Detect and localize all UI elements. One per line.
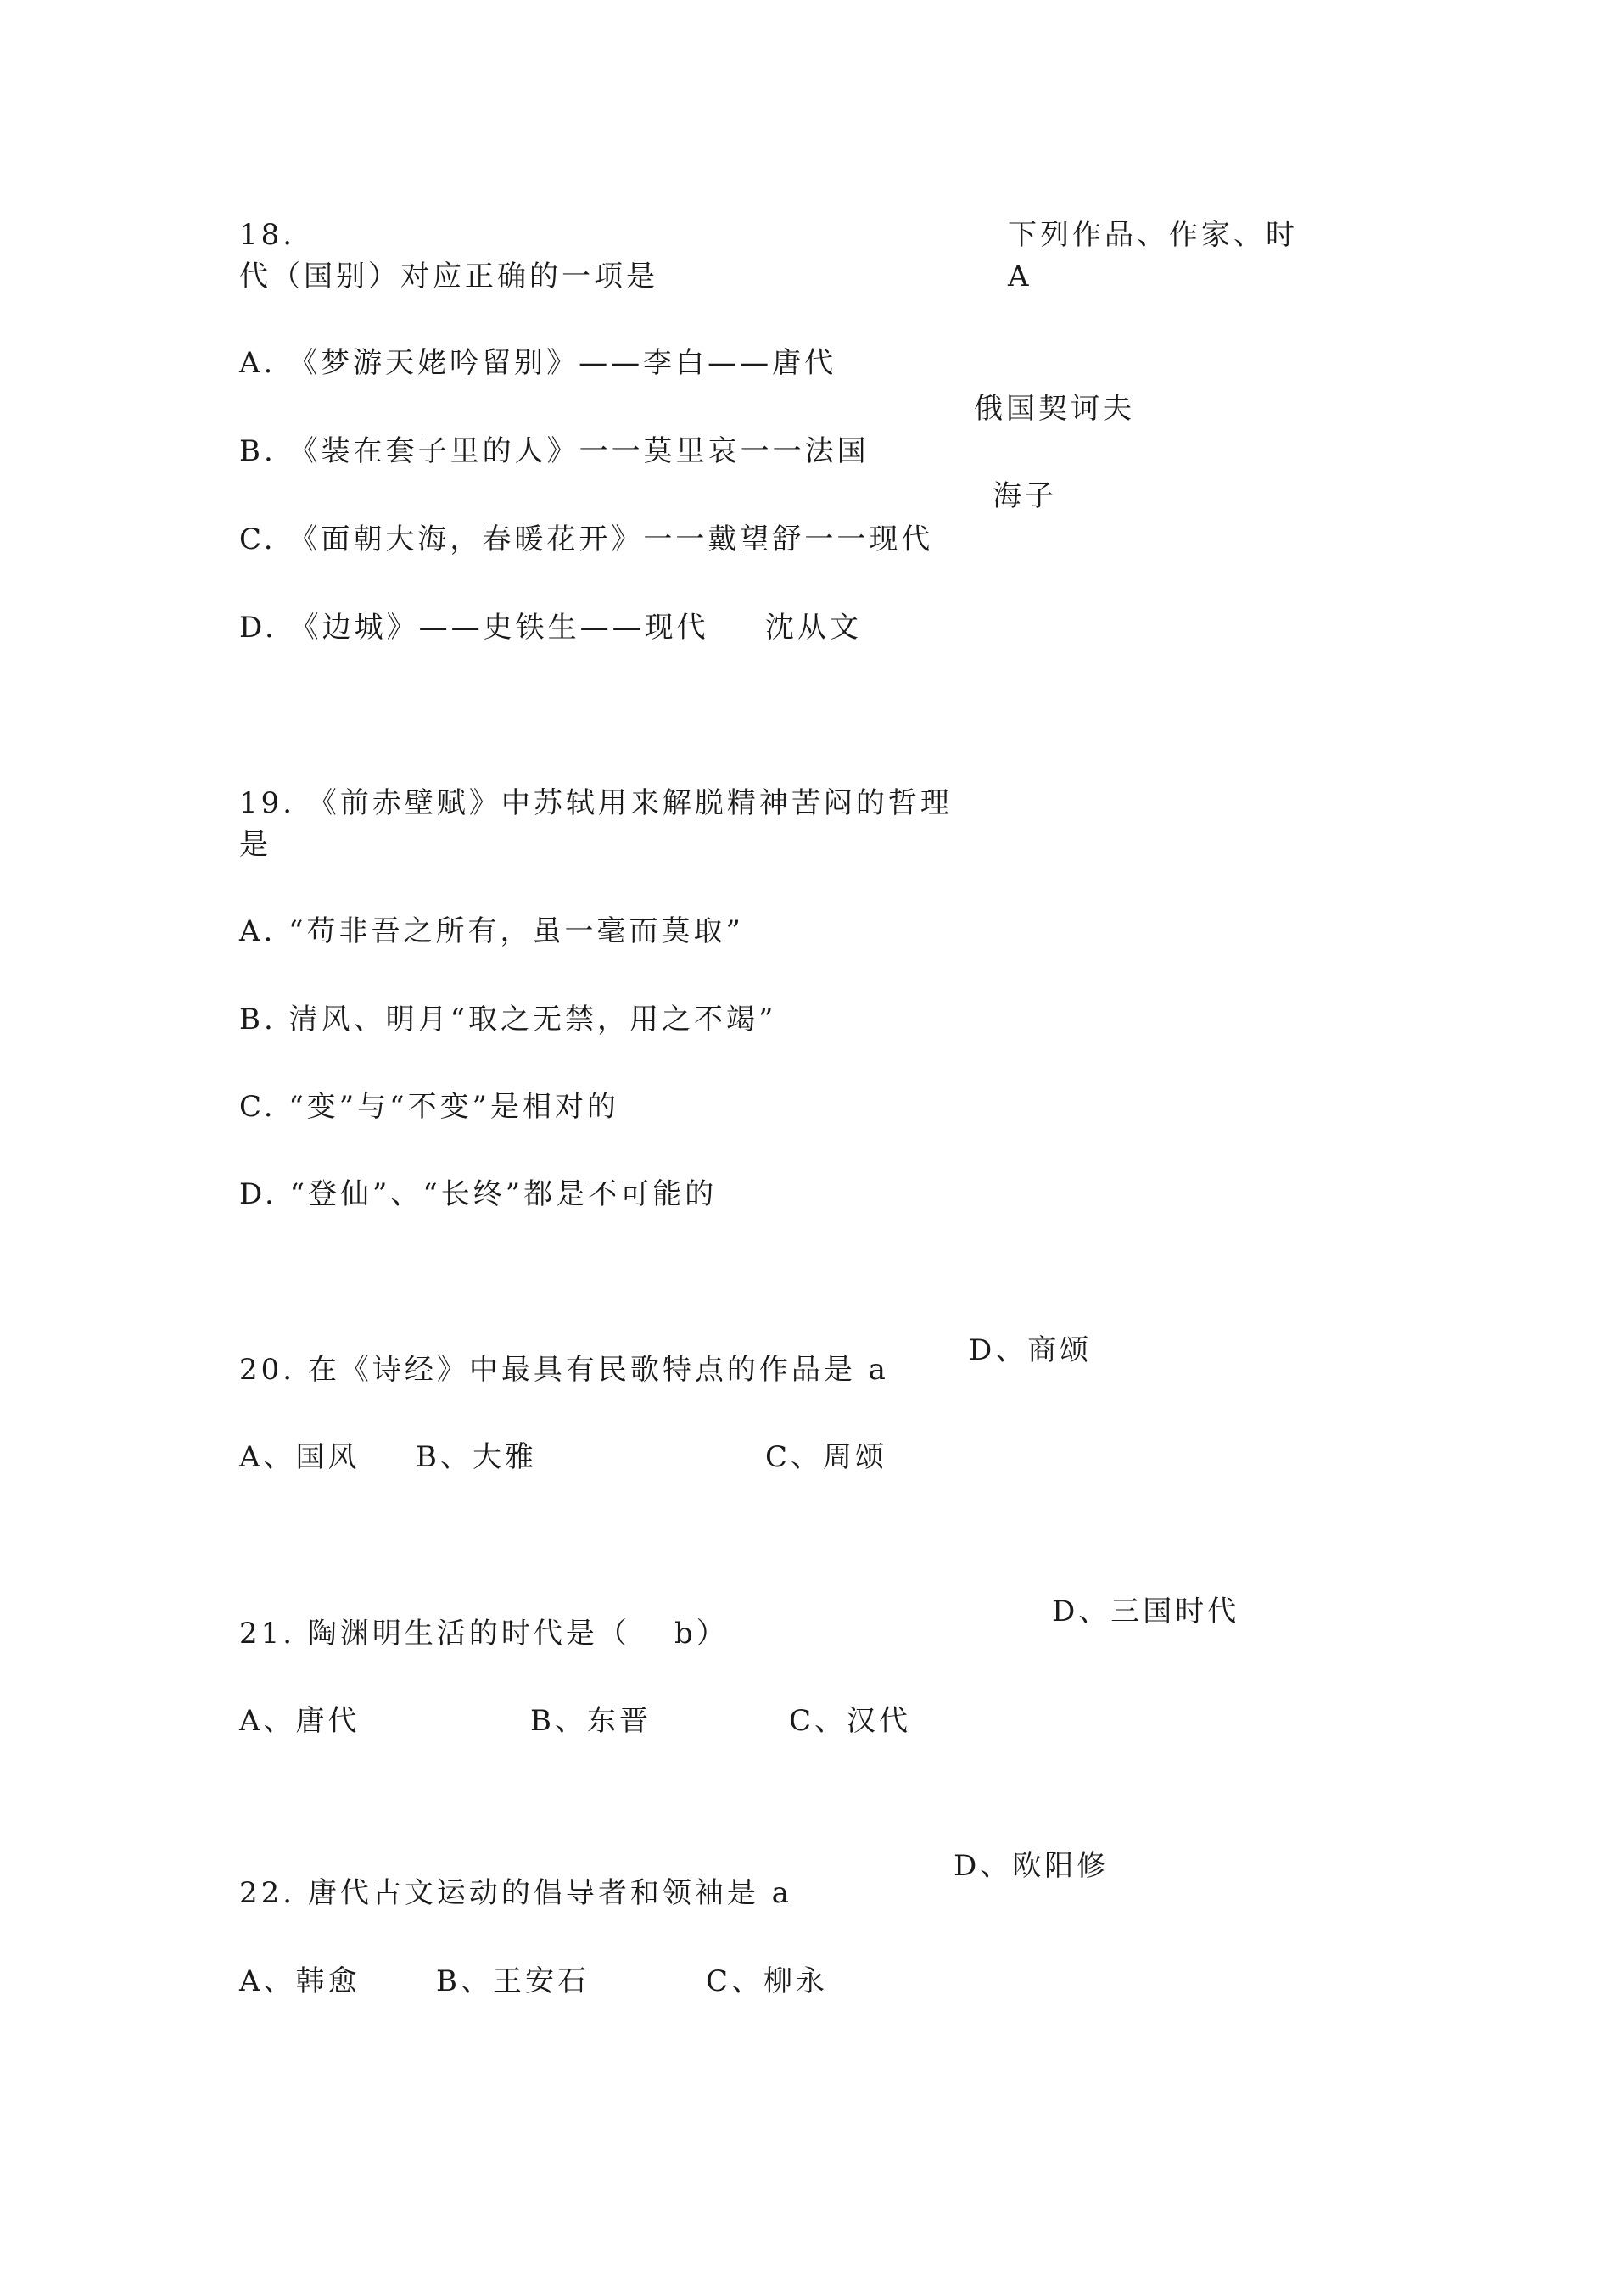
q20-option-d: D、商颂 (969, 1333, 1093, 1367)
q22-stem: 22. 唐代古文运动的倡导者和领袖是 a (239, 1876, 792, 1910)
q21-answer: b） (674, 1617, 729, 1651)
q18-answer: A (1008, 260, 1032, 293)
q22-option-a: A、韩愈 (239, 1964, 361, 1998)
q18-stem-right: 下列作品、作家、时 (1008, 218, 1298, 252)
q22-option-d: D、欧阳修 (954, 1849, 1110, 1883)
q21-option-a: A、唐代 (239, 1704, 361, 1738)
q21-option-c: C、汉代 (789, 1704, 912, 1738)
q18-note-d: 沈从文 (765, 611, 862, 645)
q18-note-b: 俄国契诃夫 (974, 392, 1135, 426)
q20-stem: 20. 在《诗经》中最具有民歌特点的作品是 a (239, 1353, 889, 1387)
q18-option-a: A. 《梦游天姥吟留别》——李白——唐代 (239, 346, 837, 380)
q20-option-b: B、大雅 (416, 1440, 537, 1474)
q18-option-c: C. 《面朝大海，春暖花开》一一戴望舒一一现代 (239, 522, 934, 556)
q22-option-c: C、柳永 (706, 1964, 829, 1998)
q19-option-c: C. “变”与“不变”是相对的 (239, 1090, 619, 1124)
q19-stem: 19. 《前赤壁赋》中苏轼用来解脱精神苦闷的哲理 (239, 786, 953, 820)
q21-stem: 21. 陶渊明生活的时代是（ (239, 1617, 630, 1651)
q21-option-b: B、东晋 (530, 1704, 652, 1738)
q18-stem-continued: 代（国别）对应正确的一项是 (239, 260, 658, 293)
q19-option-a: A. “苟非吾之所有，虽一毫而莫取” (239, 914, 744, 948)
q18-note-c: 海子 (993, 479, 1057, 513)
q18-number: 18. (239, 218, 296, 252)
q19-option-b: B. 清风、明月“取之无禁，用之不竭” (239, 1003, 777, 1036)
q18-option-d: D. 《边城》——史铁生——现代 (239, 611, 709, 645)
q21-option-d: D、三国时代 (1052, 1595, 1240, 1628)
q18-option-b: B. 《装在套子里的人》一一莫里哀一一法国 (239, 434, 870, 468)
q19-stem-continued: 是 (239, 828, 271, 862)
q19-option-d: D. “登仙”、“长终”都是不可能的 (239, 1177, 718, 1211)
q20-option-a: A、国风 (239, 1440, 361, 1474)
q20-option-c: C、周颂 (765, 1440, 888, 1474)
q22-option-b: B、王安石 (436, 1964, 590, 1998)
